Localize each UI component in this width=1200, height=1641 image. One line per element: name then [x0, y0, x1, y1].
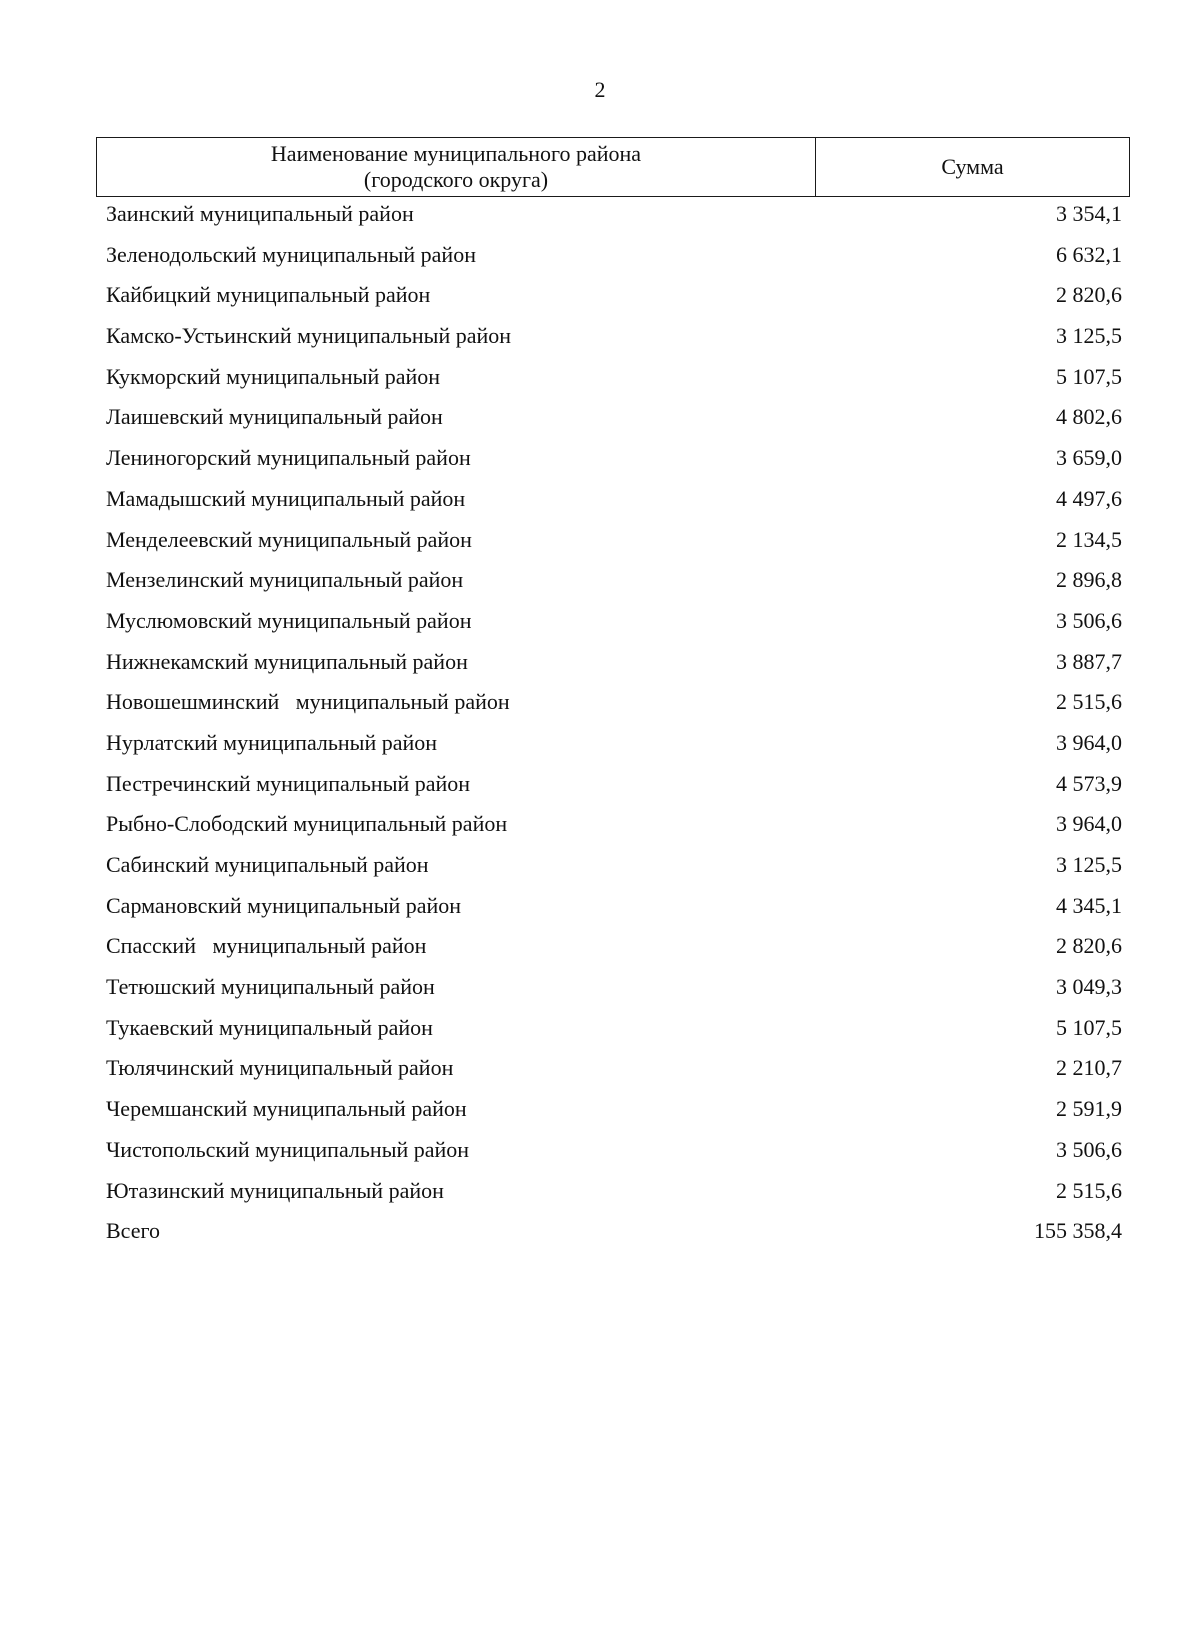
total-label: Всего	[106, 1218, 160, 1244]
district-name: Тукаевский муниципальный район	[106, 1014, 433, 1040]
table-row	[106, 563, 1122, 604]
district-name: Лениногорский муниципальный район	[106, 445, 471, 471]
district-sum: 2 515,6	[1056, 689, 1122, 715]
table-row	[106, 604, 1122, 645]
district-sum: 3 506,6	[1056, 1136, 1122, 1162]
district-name: Чистопольский муниципальный район	[106, 1136, 470, 1162]
district-sum: 3 125,5	[1056, 323, 1122, 349]
table-header	[96, 137, 1130, 197]
district-name: Мензелинский муниципальный район	[106, 567, 464, 593]
district-name: Кукморский муниципальный район	[106, 363, 441, 389]
district-sum: 3 887,7	[1056, 648, 1122, 674]
district-name: Заинский муниципальный район	[106, 201, 414, 226]
column-header-sum: Сумма	[941, 154, 1004, 179]
district-sum: 3 354,1	[1056, 201, 1122, 226]
table-row	[106, 1011, 1122, 1052]
table-row	[106, 238, 1122, 279]
table-row	[106, 685, 1122, 726]
table-row	[106, 929, 1122, 970]
table-row	[106, 848, 1122, 889]
district-name: Тетюшский муниципальный район	[106, 974, 435, 1000]
district-sum: 5 107,5	[1056, 363, 1122, 389]
table-row	[106, 1174, 1122, 1215]
column-header-name	[97, 138, 816, 196]
district-name: Ютазинский муниципальный район	[106, 1177, 444, 1203]
district-sum: 2 210,7	[1056, 1055, 1122, 1081]
district-name: Лаишевский муниципальный район	[106, 404, 443, 430]
table-row	[106, 1133, 1122, 1174]
district-name: Рыбно-Слободский муниципальный район	[106, 811, 508, 837]
district-sum: 2 591,9	[1056, 1096, 1122, 1122]
district-name: Черемшанский муниципальный район	[106, 1096, 467, 1122]
table-row	[106, 807, 1122, 848]
district-sum: 2 134,5	[1056, 526, 1122, 552]
table-row	[106, 970, 1122, 1011]
district-name: Мамадышский муниципальный район	[106, 485, 466, 511]
district-name: Пестречинский муниципальный район	[106, 770, 471, 796]
table-row	[106, 319, 1122, 360]
table-body	[106, 197, 1122, 1255]
table-row	[106, 360, 1122, 401]
district-sum: 2 820,6	[1056, 933, 1122, 959]
page-number: 2	[594, 77, 606, 102]
table-row-total	[106, 1214, 1122, 1255]
district-sum: 4 802,6	[1056, 404, 1122, 430]
district-name: Кайбицкий муниципальный район	[106, 282, 431, 308]
table-row	[106, 1092, 1122, 1133]
district-sum: 6 632,1	[1056, 241, 1122, 267]
district-name: Сабинский муниципальный район	[106, 852, 429, 877]
table-row	[106, 441, 1122, 482]
table-row	[106, 197, 1122, 238]
district-name: Сармановский муниципальный район	[106, 892, 462, 918]
table-row	[106, 1051, 1122, 1092]
district-sum: 3 659,0	[1056, 445, 1122, 471]
district-name: Спасский муниципальный район	[106, 933, 427, 959]
table-row	[106, 523, 1122, 564]
district-name: Камско-Устьинский муниципальный район	[106, 323, 512, 349]
district-sum: 5 107,5	[1056, 1014, 1122, 1040]
district-sum: 3 964,0	[1056, 811, 1122, 837]
district-sum: 2 896,8	[1056, 567, 1122, 593]
table-row	[106, 726, 1122, 767]
district-sum: 2 515,6	[1056, 1177, 1122, 1203]
table-row	[106, 645, 1122, 686]
district-sum: 4 345,1	[1056, 892, 1122, 918]
district-sum: 4 497,6	[1056, 485, 1122, 511]
district-sum: 3 964,0	[1056, 729, 1122, 755]
district-name: Менделеевский муниципальный район	[106, 526, 472, 552]
column-header-name-line2: (городского округа)	[363, 167, 549, 192]
district-sum: 2 820,6	[1056, 282, 1122, 308]
district-name: Новошешминский муниципальный район	[106, 689, 510, 715]
table-row	[106, 278, 1122, 319]
district-sum: 3 049,3	[1056, 974, 1122, 1000]
table-row	[106, 889, 1122, 930]
district-name: Зеленодольский муниципальный район	[106, 241, 476, 267]
district-name: Нурлатский муниципальный район	[106, 729, 438, 755]
total-sum: 155 358,4	[1034, 1218, 1122, 1244]
table-row	[106, 482, 1122, 523]
district-name: Муслюмовский муниципальный район	[106, 607, 472, 633]
district-sum: 4 573,9	[1056, 770, 1122, 796]
column-header-name-line1: Наименование муниципального района	[270, 141, 642, 166]
district-sum: 3 506,6	[1056, 607, 1122, 633]
table-row	[106, 400, 1122, 441]
table-row	[106, 767, 1122, 808]
district-name: Нижнекамский муниципальный район	[106, 648, 468, 674]
district-sum: 3 125,5	[1056, 852, 1122, 877]
district-name: Тюлячинский муниципальный район	[106, 1055, 454, 1081]
